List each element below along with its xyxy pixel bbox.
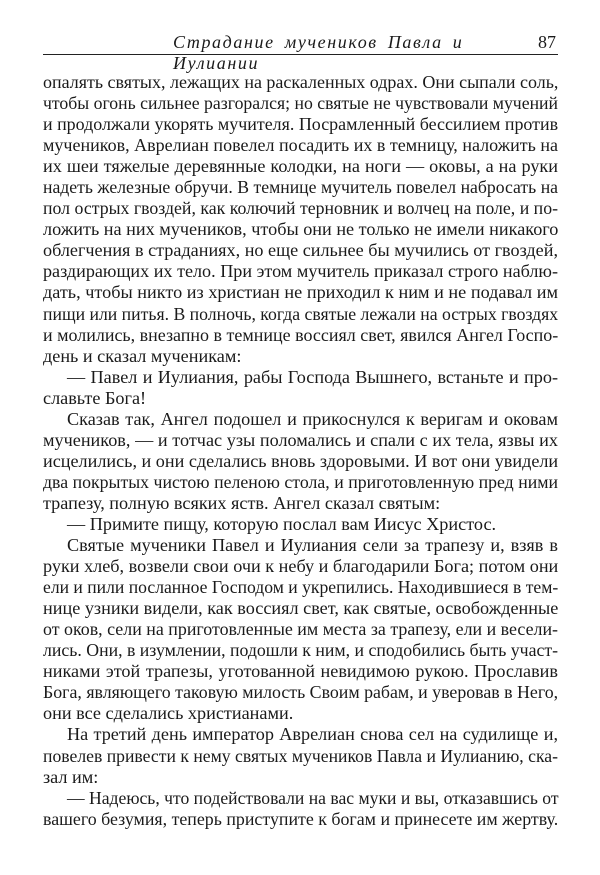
text-line: На третий день император Аврелиан снова сел на судилище и,: [67, 724, 558, 745]
text-line: опалять святых, лежащих на раскаленных одрах. Они сыпали соль,: [43, 72, 559, 92]
text-line: пол острых гвоздей, как колючий терновник и волчец на поле, и по-: [43, 198, 558, 219]
text-line: Святые мученики Павел и Иулиания сели за трапезу и, взяв в: [67, 535, 558, 556]
text-line: нице узники видели, как воссиял свет, как святые, освобожденные: [43, 598, 559, 619]
text-line: — Примите пищу, которую послал вам Иисус Христос.: [67, 513, 497, 534]
text-line: лись. Они, в изумлении, подошли к ним, и сподобились быть участ-: [43, 640, 559, 661]
text-line: ложить на них мучеников, чтобы они не только не имели никакого: [43, 219, 559, 240]
text-line: они все сделались христианами.: [43, 703, 294, 724]
text-line: от оков, сели на приготовленные им места за трапезу, ели и весели-: [43, 619, 558, 640]
text-line: пищи или питья. В полночь, когда святые лежали на острых гвоздях: [43, 303, 559, 324]
text-line: — Павел и Иулиания, рабы Господа Вышнего, встаньте и про-: [67, 366, 558, 387]
text-line: и продолжали укорять мучителя. Посрамленный бессилием против: [43, 114, 559, 135]
text-line: два покрытых чистою пеленою стола, и приготовленную пред ними: [43, 471, 558, 492]
text-line: руки хлеб, возвели свои очи к небу и благодарили Бога; потом они: [43, 556, 559, 577]
text-line: надеть железные обручи. В темнице мучитель повелел набросать на: [43, 177, 558, 198]
text-line: чтобы огонь сильнее разгорался; но святые не чувствовали мучений: [43, 93, 558, 114]
text-line: повелев привести к нему святых мучеников Павла и Иулианию, ска-: [43, 745, 558, 766]
text-line: и молились, внезапно в темнице воссиял свет, явился Ангел Госпо-: [43, 324, 559, 345]
text-line: зал им:: [43, 766, 99, 787]
text-line: их шеи тяжелые деревянные колодки, на ноги — оковы, а на руки: [43, 156, 558, 177]
text-line: ели и пили посланное Господом и укрепились. Находившиеся в тем-: [43, 577, 559, 598]
text-line: вашего безумия, теперь приступите к богам и принесете им жертву.: [43, 808, 559, 829]
text-line: раздирающих их тело. При этом мучитель приказал строго наблю-: [43, 261, 558, 282]
page-body-text: [43, 72, 558, 830]
text-line: трапезу, полную всяких яств. Ангел сказал святым:: [43, 492, 441, 513]
running-header-title: Страдание мучеников Павла и Иулиании: [173, 32, 464, 73]
text-line: исцелились, и они сделались вновь здоровыми. И вот они увидели: [43, 450, 559, 471]
text-line: день и сказал мученикам:: [43, 345, 242, 366]
text-line: Сказав так, Ангел подошел и прикоснулся к веригам и оковам: [67, 408, 558, 429]
text-line: — Надеюсь, что подействовали на вас муки и вы, отказавшись от: [67, 787, 559, 808]
text-line: славьте Бога!: [43, 387, 147, 408]
text-line: никами этой трапезы, уготованной невидимою рукою. Прославив: [43, 661, 558, 682]
running-header: [43, 32, 558, 73]
text-line: облегчения в страданиях, но еще сильнее бы мучились от гвоздей,: [43, 240, 558, 261]
text-line: мучеников, — и тотчас узы поломались и спали с их тела, язвы их: [43, 429, 558, 450]
text-line: Бога, являющего таковую милость Своим рабам, и уверовав в Него,: [43, 682, 559, 703]
page-number: 87: [538, 32, 556, 52]
text-line: мучеников, Аврелиан повелел посадить их в темницу, наложить на: [43, 135, 558, 156]
text-line: дать, чтобы никто из христиан не приходил к ним и не подавал им: [43, 282, 558, 303]
